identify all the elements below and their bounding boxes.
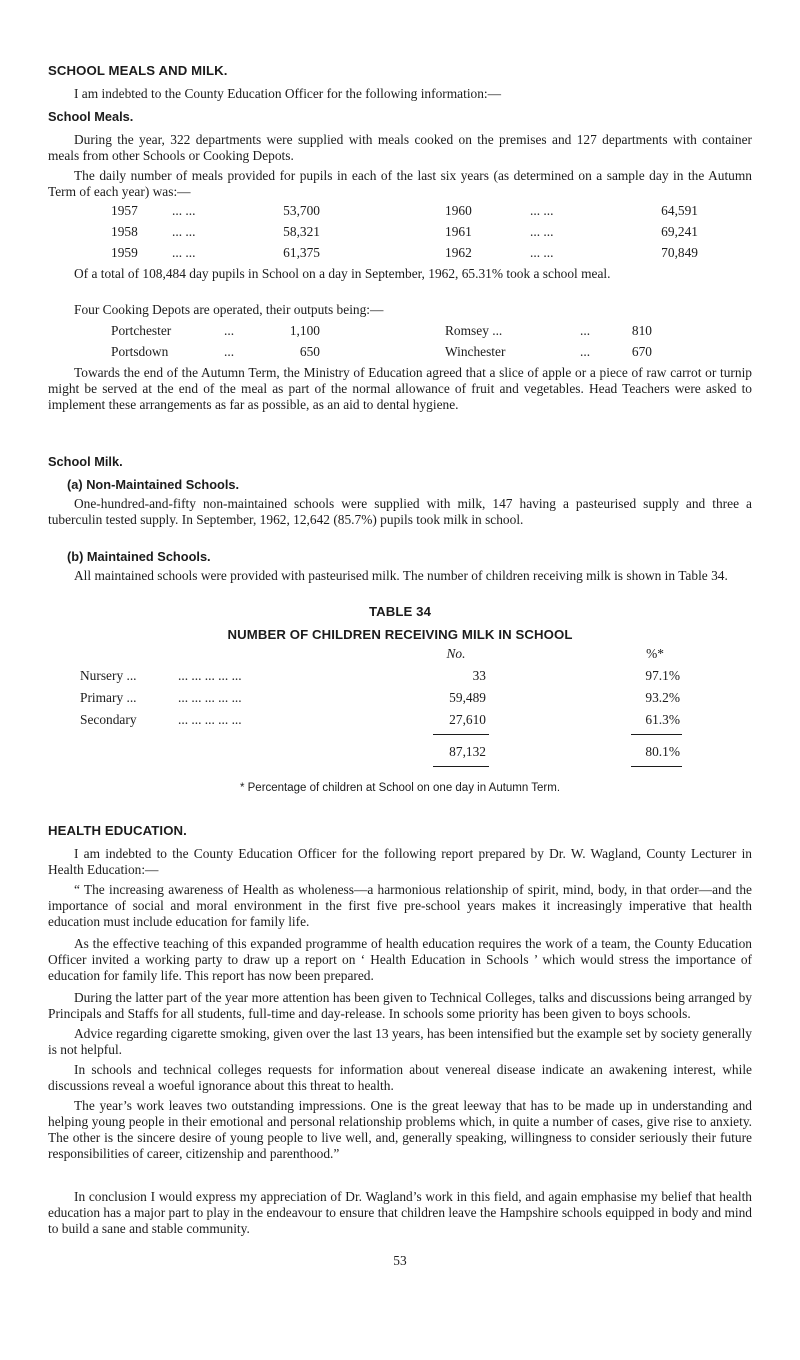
meals-intro: I am indebted to the County Education Officer for the following information:— [74, 86, 502, 101]
meals-year-row [0, 203, 800, 219]
health-intro: I am indebted to the County Education Officer for the following report prepared by Dr. W. Wagland, County Lecturer in Health Education:— [48, 846, 752, 877]
year-label: 1960 [445, 203, 472, 218]
depot-name: Winchester [445, 344, 506, 359]
meals-count: 69,241 [661, 224, 698, 239]
row-count: 27,610 [449, 712, 486, 727]
year-label: 1962 [445, 245, 472, 260]
leader-dots: ... ... [530, 224, 554, 239]
total-rule-top [433, 734, 489, 735]
total-rule-bottom [433, 766, 489, 767]
leader-dots: ... ... [530, 203, 554, 218]
column-header-percent: %* [646, 646, 664, 661]
health-conclusion: In conclusion I would express my appreciation of Dr. Wagland’s work in this field, and again emphasise my belief that health education has a major part to play in the endeavour to ensure that children leave the Hampshire schools equipped in body and mind to build a sane and stable community. [48, 1189, 752, 1236]
row-label: Nursery ... [80, 668, 137, 683]
health-paragraph: As the effective teaching of this expanded programme of health education requires the work of a team, the County Education Officer invited a working party to draw up a report on ‘ Health Education in Schools ’ which would stress the importance of education for family life. This report has now been prepared. [48, 936, 752, 983]
depot-output: 650 [299, 344, 320, 359]
depot-output: 670 [631, 344, 652, 359]
year-label: 1957 [111, 203, 138, 218]
health-paragraph: Advice regarding cigarette smoking, given over the last 13 years, has been intensified but the example set by society generally is not helpful. [48, 1026, 752, 1057]
year-label: 1961 [445, 224, 472, 239]
row-percent: 97.1% [645, 668, 680, 683]
table-label: TABLE 34 [368, 604, 432, 619]
leader-dots: ... [580, 344, 591, 359]
meals-count: 58,321 [283, 224, 320, 239]
leader-dots: ... ... ... ... ... [178, 668, 242, 683]
year-label: 1959 [111, 245, 138, 260]
year-label: 1958 [111, 224, 138, 239]
table-row [0, 690, 800, 706]
depot-output: 1,100 [289, 323, 320, 338]
health-paragraph: The year’s work leaves two outstanding impressions. One is the great leeway that has to be made up in understanding and helping young people in their emotional and personal relationship problems which, in quite a number of cases, give rise to anxiety. The other is the sincere desire of young people to live well, and, generally speaking, willingness to consider seriously their future responsibilities of career, citizenship and parenthood.” [48, 1098, 752, 1161]
meals-count: 53,700 [283, 203, 320, 218]
depot-name: Portchester [111, 323, 172, 338]
maintained-heading: (b) Maintained Schools. [67, 549, 211, 564]
meals-paragraph-3: Of a total of 108,484 day pupils in School on a day in September, 1962, 65.31% took a school meal. [74, 266, 611, 281]
leader-dots: ... ... ... ... ... [178, 690, 242, 705]
row-percent: 93.2% [645, 690, 680, 705]
leader-dots: ... ... ... ... ... [178, 712, 242, 727]
meals-count: 64,591 [661, 203, 698, 218]
meals-count: 70,849 [661, 245, 698, 260]
depot-row [0, 344, 800, 360]
meals-count: 61,375 [283, 245, 320, 260]
row-label: Primary ... [80, 690, 137, 705]
row-count: 59,489 [449, 690, 486, 705]
health-paragraph: During the latter part of the year more attention has been given to Technical Colleges, talks and discussions being arranged by Principals and Staffs for all students, full-time and day-release. In schools some priority has been given to boys schools. [48, 990, 752, 1021]
table-row [0, 668, 800, 684]
table-total-row [0, 744, 800, 760]
section-title-meals: SCHOOL MEALS AND MILK. [48, 63, 228, 78]
meals-year-row [0, 224, 800, 240]
leader-dots: ... ... [172, 224, 196, 239]
table-title: NUMBER OF CHILDREN RECEIVING MILK IN SCHOOL [227, 627, 573, 642]
meals-paragraph-5: Towards the end of the Autumn Term, the Ministry of Education agreed that a slice of apple or a piece of raw carrot or turnip might be served at the end of the meal as part of the normal allowance of fruit and vegetables. Head Teachers were asked to implement these arrangements as far as possible, as an aid to dental hygiene. [48, 365, 752, 412]
table-row [0, 712, 800, 728]
health-paragraph: In schools and technical colleges requests for information about venereal disease indicate an awakening interest, while discussions reveal a woeful ignorance about this threat to health. [48, 1062, 752, 1093]
section-title-health: HEALTH EDUCATION. [48, 823, 187, 838]
total-percent: 80.1% [645, 744, 680, 759]
row-label: Secondary [80, 712, 137, 727]
depot-output: 810 [631, 323, 652, 338]
school-milk-heading: School Milk. [48, 454, 123, 469]
row-percent: 61.3% [645, 712, 680, 727]
meals-paragraph-4: Four Cooking Depots are operated, their outputs being:— [74, 302, 384, 317]
depot-row [0, 323, 800, 339]
maintained-text: All maintained schools were provided with pasteurised milk. The number of children receiving milk is shown in Table 34. [74, 568, 728, 583]
meals-paragraph-2: The daily number of meals provided for pupils in each of the last six years (as determined on a sample day in the Autumn Term of each year) was:— [48, 168, 752, 199]
non-maintained-heading: (a) Non-Maintained Schools. [67, 477, 240, 492]
leader-dots: ... [224, 323, 235, 338]
page-number: 53 [393, 1253, 407, 1268]
meals-year-row [0, 245, 800, 261]
leader-dots: ... [224, 344, 235, 359]
leader-dots: ... ... [172, 203, 196, 218]
leader-dots: ... [580, 323, 591, 338]
column-header-no: No. [446, 646, 466, 661]
total-count: 87,132 [449, 744, 486, 759]
health-paragraph: “ The increasing awareness of Health as wholeness—a harmonious relationship of spirit, mind, body, in that order—and the importance of social and moral environment in the first five pre-school years makes it increasingly imperative that health education must include education for family life. [48, 882, 752, 929]
depot-name: Portsdown [111, 344, 169, 359]
table-footnote: * Percentage of children at School on one day in Autumn Term. [239, 782, 561, 794]
depot-name: Romsey ... [445, 323, 503, 338]
row-count: 33 [472, 668, 486, 683]
meals-paragraph-1: During the year, 322 departments were supplied with meals cooked on the premises and 127 departments with container meals from other Schools or Cooking Depots. [48, 132, 752, 163]
non-maintained-text: One-hundred-and-fifty non-maintained schools were supplied with milk, 147 having a pasteurised supply and three a tuberculin tested supply. In September, 1962, 12,642 (85.7%) pupils took milk in school. [48, 496, 752, 527]
leader-dots: ... ... [530, 245, 554, 260]
leader-dots: ... ... [172, 245, 196, 260]
total-rule-bottom [631, 766, 682, 767]
total-rule-top [631, 734, 682, 735]
school-meals-heading: School Meals. [48, 109, 134, 124]
